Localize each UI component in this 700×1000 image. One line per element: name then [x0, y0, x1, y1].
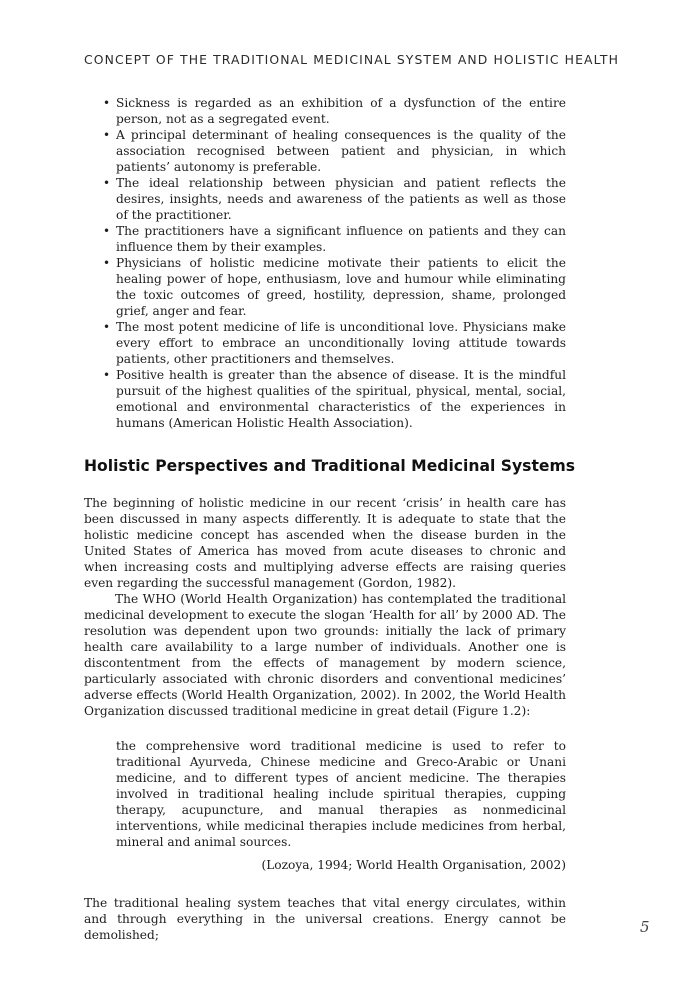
bullet-icon: •	[103, 128, 111, 142]
bullet-icon: •	[103, 96, 111, 110]
bullet-icon: •	[103, 176, 111, 190]
bullet-icon: •	[103, 368, 111, 382]
list-item: • A principal determinant of healing consequences is the quality of the association recognised between patient and physician, in which patients’ autonomy is preferable.	[103, 128, 566, 174]
quote-text: the comprehensive word traditional medicine is used to refer to traditional Ayurveda, Chinese medicine and Greco-Arabic or Unani medicine, and to different types of ancient medicine. The therapies involved in traditional healing include spiritual therapies, cupping therapy, acupuncture, and manual therapies as nonmedicinal interventions, while medicinal therapies include medicines from herbal, mineral and animal sources.	[116, 739, 566, 849]
bullet-icon: •	[103, 320, 111, 334]
bullet-icon: •	[103, 256, 111, 270]
bullet-icon: •	[103, 224, 111, 238]
list-item: • The ideal relationship between physician and patient reflects the desires, insights, needs and awareness of the patients as well as those of the practitioner.	[103, 176, 566, 222]
page-number: 5	[640, 918, 650, 936]
section-heading: Holistic Perspectives and Traditional Medicinal Systems	[84, 457, 576, 475]
bullet-list	[84, 95, 566, 431]
list-item: • The most potent medicine of life is unconditional love. Physicians make every effort to embrace an unconditionally loving attitude towards patients, other practitioners and themselves.	[103, 320, 566, 366]
paragraph: The WHO (World Health Organization) has contemplated the traditional medicinal development to execute the slogan ‘Health for all’ by 2000 AD. The resolution was dependent upon two grounds: initially the lack of primary health care availability to a large number of individuals. Another one is discontentment from the effects of management by modern science, particularly associated with chronic disorders and conventional medicines’ adverse effects (World Health Organization, 2002). In 2002, the World Health Organization discussed traditional medicine in great detail (Figure 1.2):	[84, 592, 566, 718]
paragraph: The beginning of holistic medicine in our recent ‘crisis’ in health care has been discussed in many aspects differently. It is adequate to state that the holistic medicine concept has ascended when the disease burden in the United States of America has moved from acute diseases to chronic and when increasing costs and multiplying adverse effects are raising queries even regarding the successful management (Gordon, 1982).	[84, 496, 566, 590]
list-item: • Positive health is greater than the absence of disease. It is the mindful pursuit of the highest qualities of the spiritual, physical, mental, social, emotional and environmental characteristics of the experiences in humans (American Holistic Health Association).	[103, 368, 566, 430]
running-header: CONCEPT OF THE TRADITIONAL MEDICINAL SYSTEM AND HOLISTIC HEALTH	[84, 52, 619, 67]
list-item: • Sickness is regarded as an exhibition of a dysfunction of the entire person, not as a segregated event.	[103, 96, 566, 126]
paragraph: The traditional healing system teaches that vital energy circulates, within and through everything in the universal creations. Energy cannot be demolished;	[84, 896, 566, 942]
block-quote	[116, 738, 566, 873]
page-body	[84, 95, 576, 943]
list-item: • Physicians of holistic medicine motivate their patients to elicit the healing power of hope, enthusiasm, love and humour while eliminating the toxic outcomes of greed, hostility, depression, shame, prolonged grief, anger and fear.	[103, 256, 566, 318]
list-item: • The practitioners have a significant influence on patients and they can influence them by their examples.	[103, 224, 566, 254]
quote-citation: (Lozoya, 1994; World Health Organisation, 2002)	[261, 858, 566, 872]
